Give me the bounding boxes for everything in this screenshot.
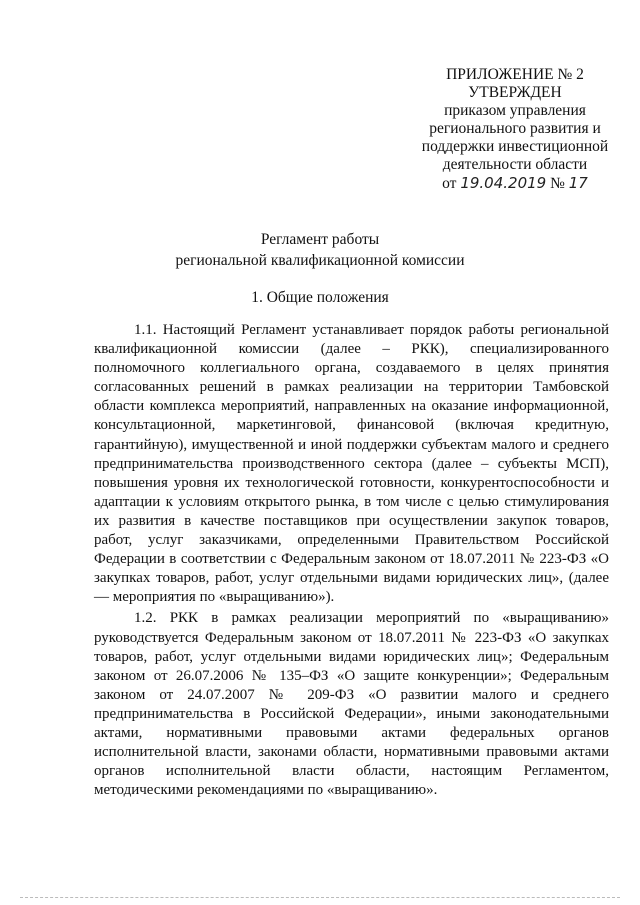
date-prefix: от (442, 175, 457, 192)
approved-label: УТВЕРЖДЕН (468, 84, 562, 101)
title-line-1: Регламент работы (260, 231, 380, 248)
approval-line-4: деятельности области (442, 156, 588, 173)
document-title (0, 229, 640, 271)
approval-date-line (420, 174, 610, 193)
document-body (94, 321, 609, 802)
appendix-label: ПРИЛОЖЕНИЕ № 2 (446, 66, 584, 83)
page-bottom-divider (20, 897, 620, 898)
paragraph-1-2: 1.2. РКК в рамках реализации мероприятий по «выращиванию» руководствуется Федеральным законом от 18.07.2011 № 223-ФЗ «О закупках товаров, работ, услуг отдельными видами юридических лиц»; Федеральным законом от 26.07.2006 № 135–ФЗ «О защите конкуренции»; Федеральным законом от 24.07.2007 № 209-ФЗ «О развитии малого и среднего предпринимательства в Российской Федерации», иными законодательными актами, нормативными правовыми актами федеральных органов исполнительной власти, законами области, нормативными правовыми актами органов исполнительной власти области, настоящим Регламентом, методическими рекомендациями по «выращиванию». (94, 610, 609, 799)
approval-block (420, 66, 610, 193)
number-prefix: № (550, 175, 565, 192)
paragraph-1-1: 1.1. Настоящий Регламент устанавливает порядок работы региональной квалификационной комиссии (далее – РКК), специализированного полномочного коллегиального органа, создаваемого в целях принятия согласованных решений в рамках реализации на территории Тамбовской области комплекса мероприятий, направленных на оказание информационной, консультационной, маркетинговой, финансовой (включая кредитную, гарантийную), имущественной и иной поддержки субъектам малого и среднего предпринимательства производственного сектора (далее – субъекты МСП), повышения уровня их технологической готовности, конкурентоспособности и адаптации к условиям открытого рынка, в том числе с целью стимулирования их развития в качестве поставщиков при осуществлении закупок товаров, работ, услуг заказчиками, определенными Правительством Российской Федерации в соответствии с Федеральным законом от 18.07.2011 № 223-ФЗ «О закупках товаров, работ, услуг отдельными видами юридических лиц», (далее — мероприятия по «выращиванию»). (94, 322, 609, 606)
handwritten-number: 17 (568, 174, 588, 192)
approval-line-2: регионального развития и (429, 120, 601, 137)
approval-line-3: поддержки инвестиционной (421, 138, 609, 155)
approval-line-1: приказом управления (444, 102, 586, 119)
section-heading: 1. Общие положения (251, 289, 389, 306)
title-line-2: региональной квалификационной комиссии (175, 252, 465, 269)
handwritten-date: 19.04.2019 (460, 174, 547, 192)
